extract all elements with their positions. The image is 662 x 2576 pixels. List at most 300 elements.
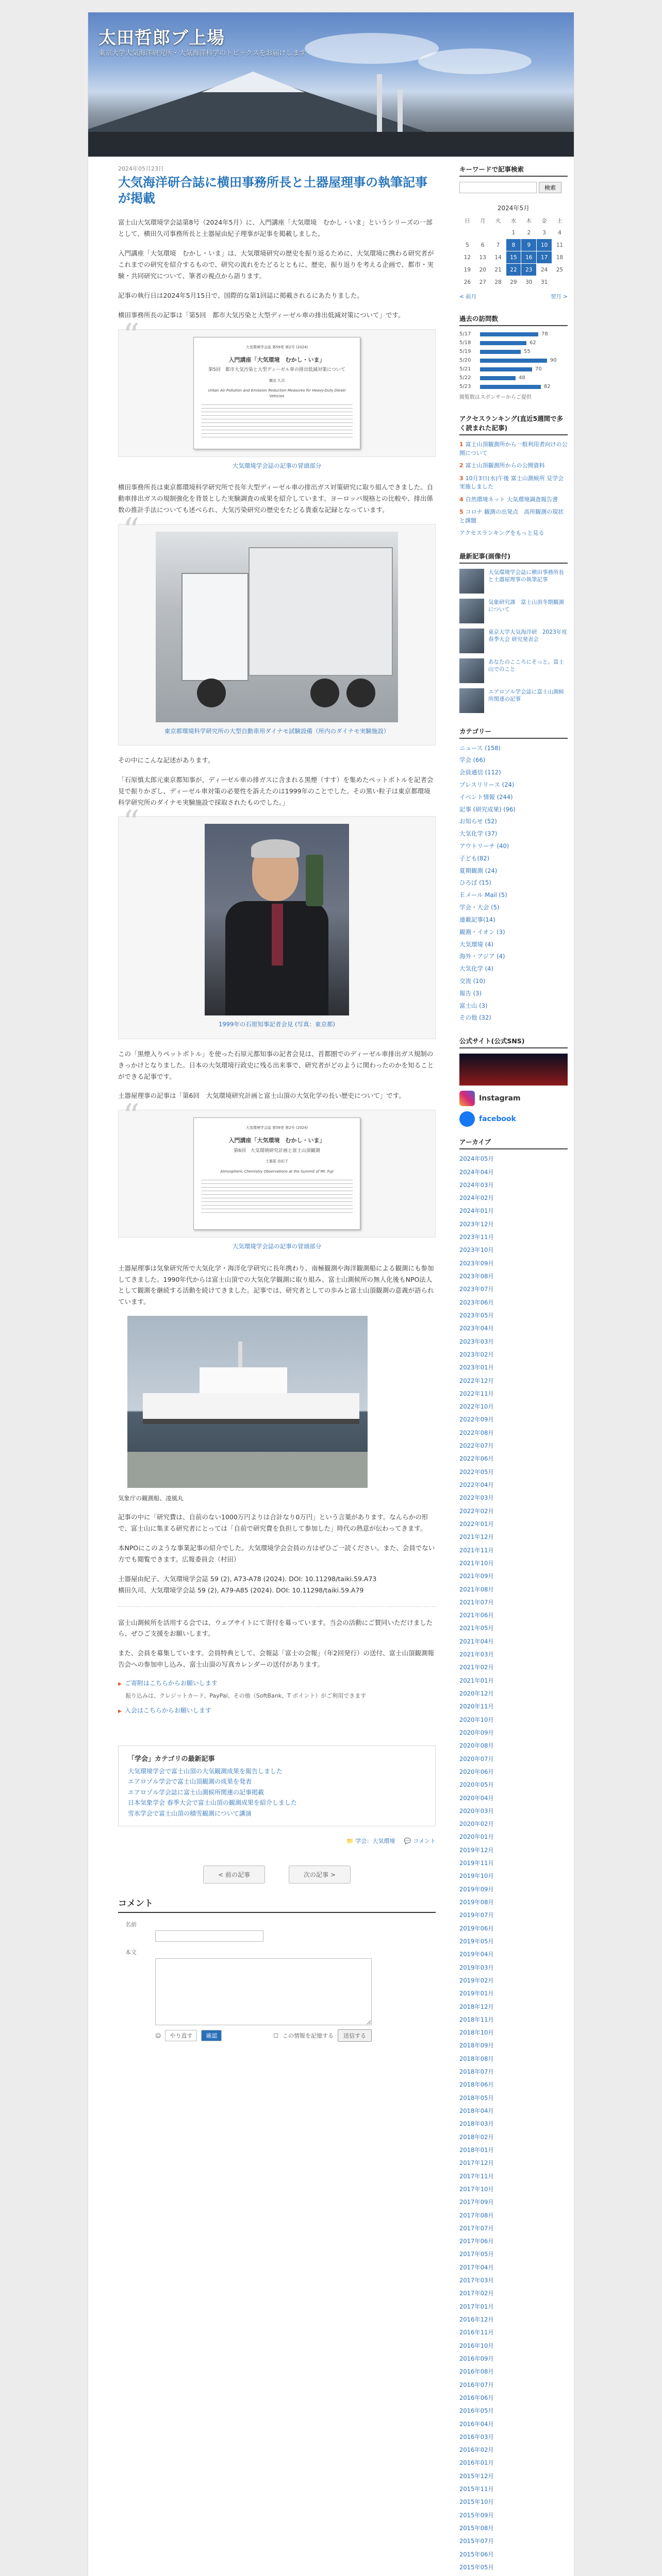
archive-item[interactable]: 2016年10月 <box>459 2342 494 2349</box>
archive-item[interactable]: 2016年11月 <box>459 2329 494 2336</box>
ranking-item[interactable] <box>459 508 568 525</box>
category-item[interactable]: 大気化学 (4) <box>459 965 493 973</box>
truck-photo-caption[interactable]: 東京都環境科学研究所の大型自動車用ダイナモ試験設備（所内のダイナモ実験施設） <box>164 727 390 735</box>
calendar-week <box>460 251 568 264</box>
document-page[interactable] <box>193 337 360 449</box>
archive-item[interactable]: 2021年07月 <box>459 1598 494 1606</box>
archive-item[interactable]: 2015年09月 <box>459 2511 494 2519</box>
archive-item[interactable]: 2015年06月 <box>459 2550 494 2558</box>
calendar-day[interactable]: 31 <box>537 276 552 289</box>
archive-item[interactable]: 2016年12月 <box>459 2316 494 2323</box>
comment-name-label: 名前 <box>125 1921 137 1928</box>
calendar-day[interactable]: 22 <box>506 264 521 276</box>
calendar-day[interactable]: 29 <box>506 276 521 289</box>
archive-item[interactable]: 2019年07月 <box>459 1911 494 1919</box>
recent-item-title: 東京大学大気海洋研 2023年度春季大会 研究発表会 <box>488 629 567 643</box>
calendar-day[interactable]: 10 <box>537 239 552 251</box>
archive-item[interactable]: 2023年10月 <box>459 1246 494 1254</box>
access-bar <box>480 376 516 380</box>
calendar-day[interactable]: 2 <box>521 227 537 239</box>
archive-item[interactable]: 2024年02月 <box>459 1194 494 1202</box>
calendar-week <box>460 227 568 239</box>
folder-icon: 📁 <box>346 1838 354 1845</box>
recent-item[interactable] <box>459 599 568 623</box>
access-bar-label: 5/17 <box>459 331 471 337</box>
comment-body-label: 本文 <box>125 1949 137 1956</box>
archive-item[interactable]: 2020年10月 <box>459 1716 494 1723</box>
ranking-heading: アクセスランキング(直近5週間で多く読まれた記事) <box>459 414 568 435</box>
archive-item[interactable]: 2019年04月 <box>459 1951 494 1958</box>
archive-item[interactable]: 2021年03月 <box>459 1651 494 1658</box>
truck-photo[interactable] <box>156 532 398 722</box>
ranking-item[interactable] <box>459 440 568 457</box>
document-author: 横田 久司 <box>269 378 285 383</box>
access-bar <box>480 359 547 363</box>
category-item[interactable]: お知らせ (52) <box>459 818 497 825</box>
category-latest-box <box>118 1745 436 1826</box>
archive-item[interactable]: 2018年07月 <box>459 2068 494 2076</box>
comment-submit-button[interactable]: 送信する <box>338 2029 372 2042</box>
archive-item[interactable]: 2022年02月 <box>459 1507 494 1515</box>
ranking-item[interactable] <box>459 462 568 470</box>
archive-item[interactable]: 2016年05月 <box>459 2407 494 2415</box>
archive-item[interactable]: 2018年10月 <box>459 2029 494 2037</box>
archive-item[interactable]: 2023年07月 <box>459 1285 494 1293</box>
archive-item[interactable]: 2019年12月 <box>459 1846 494 1854</box>
calendar-day[interactable]: 6 <box>475 239 490 251</box>
category-latest-item[interactable]: エアロゾル学会誌に富士山測候所関連の記事掲載 <box>128 1788 264 1796</box>
search-box <box>459 182 568 193</box>
archive-item[interactable]: 2021年01月 <box>459 1676 494 1684</box>
recent-item[interactable] <box>459 629 568 653</box>
archive-item[interactable]: 2019年09月 <box>459 1885 494 1893</box>
ranking-item-label: 10月3日(水)午後 富士山測候所 見学会 実施しました <box>459 474 564 490</box>
archive-item[interactable]: 2017年04月 <box>459 2263 494 2271</box>
calendar-day[interactable]: 27 <box>475 276 490 289</box>
archive-item[interactable]: 2022年03月 <box>459 1494 494 1502</box>
archive-item[interactable]: 2022年12月 <box>459 1377 494 1384</box>
archive-item[interactable]: 2016年06月 <box>459 2394 494 2401</box>
article-references: 土器屋由紀子、大気環境学会誌 59 (2), A73-A78 (2024). DOI: 10.11298/taiki.59.A73 横田久司、大気環境学会誌 59 (2), A79-A85 (2024). DOI: 10.11298/taiki.59.A79 <box>118 1574 377 1594</box>
comment-cancel-button[interactable]: やり直す <box>165 2030 197 2041</box>
calendar-day[interactable]: 13 <box>475 251 490 264</box>
ship-photo[interactable] <box>127 1316 368 1488</box>
archive-item[interactable]: 2022年05月 <box>459 1468 494 1476</box>
archive-item[interactable]: 2017年07月 <box>459 2224 494 2232</box>
comment-actions <box>155 2029 372 2042</box>
site-title[interactable]: 太田哲郎ブ上場 <box>98 28 225 48</box>
main-content <box>118 164 436 2042</box>
archive-item[interactable]: 2023年01月 <box>459 1364 494 1371</box>
payment-note: 振り込みは、クレジットカード、PayPal、その他（SoftBank、T ポイント）がご利用できます <box>125 1692 367 1700</box>
category-latest-item[interactable]: 大気環境学会で富士山頂の大気観測成果を報告しました <box>128 1768 283 1775</box>
ranking-item[interactable] <box>459 496 568 504</box>
archive-item[interactable]: 2018年08月 <box>459 2055 494 2062</box>
calendar-day[interactable]: 17 <box>537 251 552 264</box>
comment-body-textarea[interactable] <box>155 1958 372 2025</box>
document-title: 入門講座「大気環境 むかし・いま」 <box>228 356 325 363</box>
category-list <box>459 744 568 1023</box>
recent-thumbnail <box>459 569 484 594</box>
archive-item[interactable]: 2023年08月 <box>459 1273 494 1280</box>
archive-item[interactable]: 2023年03月 <box>459 1337 494 1345</box>
archive-item[interactable]: 2019年01月 <box>459 1990 494 1997</box>
instagram-link[interactable] <box>459 1091 568 1106</box>
archive-item[interactable]: 2021年06月 <box>459 1612 494 1619</box>
truck-cab <box>181 573 249 681</box>
calendar-day[interactable]: 15 <box>506 251 521 264</box>
article-date: 2024年05月23日 <box>118 165 164 172</box>
category-item[interactable]: その他 (32) <box>459 1014 491 1022</box>
calendar-day[interactable]: 8 <box>506 239 521 251</box>
next-article-button[interactable]: 次の記事 > <box>289 1866 351 1884</box>
recent-item-title: 気象研究課 富士山頂冬期観測について <box>488 599 564 613</box>
ranking-number: 4 <box>459 496 464 503</box>
archive-item[interactable]: 2021年05月 <box>459 1624 494 1632</box>
category-item[interactable]: ひろば (15) <box>459 879 491 887</box>
archive-item[interactable]: 2015年07月 <box>459 2537 494 2545</box>
archive-item[interactable]: 2023年12月 <box>459 1220 494 1228</box>
calendar-day[interactable]: 3 <box>537 227 552 239</box>
category-item[interactable]: ニュース (158) <box>459 744 501 752</box>
access-bar-value: 62 <box>529 340 536 346</box>
press-conference-photo[interactable] <box>205 824 349 1015</box>
search-button[interactable]: 検索 <box>539 182 561 193</box>
access-bar-value: 90 <box>550 358 557 363</box>
recent-heading: 最新記事(画像付) <box>459 551 568 564</box>
category-item[interactable]: 学会 (66) <box>459 756 486 764</box>
calendar-day <box>552 276 568 289</box>
archive-item[interactable]: 2024年05月 <box>459 1155 494 1163</box>
calendar-weekday: 土 <box>557 218 562 224</box>
calendar-day[interactable]: 18 <box>552 251 568 264</box>
header-mountain-snow <box>202 72 305 92</box>
category-latest-item[interactable]: エアロゾル学会で富士山頂観測の成果を発表 <box>128 1778 252 1786</box>
header-city <box>88 132 574 157</box>
access-bar-row <box>459 340 568 346</box>
archive-item[interactable]: 2017年03月 <box>459 2277 494 2284</box>
category-item[interactable]: 会員通信 (112) <box>459 769 501 776</box>
archive-item[interactable]: 2019年08月 <box>459 1899 494 1906</box>
calendar-day[interactable]: 19 <box>460 264 475 276</box>
archive-item[interactable]: 2019年06月 <box>459 1924 494 1932</box>
ranking-item-label: アクセスランキングをもっと見る <box>459 530 544 536</box>
access-bar-row <box>459 331 568 337</box>
category-latest-item[interactable]: 雪氷学会で富士山頂の積雪観測について講演 <box>128 1809 252 1817</box>
category-item[interactable]: Ｅメール Mail (5) <box>459 891 507 899</box>
calendar-day[interactable]: 28 <box>490 276 506 289</box>
archive-item[interactable]: 2015年12月 <box>459 2472 494 2480</box>
archive-item[interactable]: 2018年04月 <box>459 2107 494 2114</box>
ranking-item[interactable] <box>459 529 568 538</box>
recent-item[interactable] <box>459 688 568 713</box>
archive-item[interactable]: 2018年06月 <box>459 2081 494 2089</box>
calendar-next-link[interactable]: 翌月 > <box>550 294 568 300</box>
archive-item[interactable]: 2018年12月 <box>459 2003 494 2010</box>
access-bar-label: 5/23 <box>459 384 471 389</box>
access-bar-row <box>459 349 568 354</box>
archive-item[interactable]: 2024年04月 <box>459 1168 494 1176</box>
calendar-weekday: 月 <box>480 218 486 224</box>
category-item[interactable]: 交流 (10) <box>459 977 486 985</box>
comment-preview-button[interactable]: 確認 <box>201 2030 222 2041</box>
category-item[interactable]: 観測・イオン (3) <box>459 928 505 936</box>
archive-item[interactable]: 2018年01月 <box>459 2146 494 2154</box>
access-bar <box>480 385 541 389</box>
category-item[interactable]: 夏期観測 (24) <box>459 867 498 874</box>
archive-item[interactable]: 2019年10月 <box>459 1872 494 1880</box>
archive-item[interactable]: 2016年08月 <box>459 2368 494 2376</box>
search-input[interactable] <box>459 182 537 193</box>
archive-item[interactable]: 2017年01月 <box>459 2302 494 2310</box>
archive-item[interactable]: 2024年01月 <box>459 1207 494 1215</box>
category-item[interactable]: アウトリーチ (40) <box>459 842 509 850</box>
access-bar <box>480 350 521 354</box>
category-item[interactable]: 大気化学 (37) <box>459 830 498 838</box>
access-bar-value: 55 <box>524 349 531 354</box>
facebook-link[interactable] <box>459 1111 568 1127</box>
archive-item[interactable]: 2023年11月 <box>459 1233 494 1241</box>
facebook-icon <box>459 1111 475 1127</box>
document-subtitle: 第5回 都市大気汚染と大型ディーゼル車の排出低減対策について <box>208 367 345 373</box>
document-1-caption[interactable]: 大気環境学会誌の記事の冒頭部分 <box>232 462 322 469</box>
recent-thumbnail <box>459 629 484 653</box>
sns-heading: 公式サイト(公式SNS) <box>459 1036 568 1048</box>
archive-item[interactable]: 2022年06月 <box>459 1455 494 1463</box>
archive-item[interactable]: 2019年03月 <box>459 1963 494 1971</box>
archive-item[interactable]: 2017年09月 <box>459 2198 494 2206</box>
comment-name-input[interactable] <box>155 1930 263 1942</box>
ship-mast <box>238 1342 242 1370</box>
donation-paragraph: 富士山測候所を活用する会では、ウェブサイトにて寄付を募っています。当会の活動にご賛同いただけましたら、ぜひご支援をお願いします。 <box>118 1618 433 1638</box>
access-bar <box>480 367 532 371</box>
article-paragraph: 富士山大気環境学会誌第8号（2024年5月）に、入門講座「大気環境 むかし・いま」というシリーズの一部として、横田久司事務所長と土器屋由紀子理事が記事を掲載しました。 <box>118 218 433 238</box>
archive-item[interactable]: 2016年07月 <box>459 2381 494 2388</box>
archive-item[interactable]: 2021年08月 <box>459 1585 494 1593</box>
comment-form <box>118 1920 436 2042</box>
recent-thumbnail <box>459 599 484 623</box>
calendar-day[interactable]: 26 <box>460 276 475 289</box>
calendar-weekday: 金 <box>541 218 547 224</box>
archive-item[interactable]: 2020年09月 <box>459 1728 494 1736</box>
category-item[interactable]: 報告 (3) <box>459 989 482 997</box>
archive-item[interactable]: 2015年05月 <box>459 2563 494 2571</box>
archive-item[interactable]: 2018年03月 <box>459 2120 494 2128</box>
archive-item[interactable]: 2019年05月 <box>459 1937 494 1945</box>
category-item[interactable]: 海外・アジア (4) <box>459 953 505 960</box>
sns-banner[interactable] <box>459 1054 568 1086</box>
emoji-icon[interactable]: ☺ <box>155 2032 161 2039</box>
calendar-weekday: 火 <box>495 218 501 224</box>
access-bar-row <box>459 384 568 389</box>
person-photo-caption[interactable]: 1999年の石原知事記者会見 (写真：東京都) <box>219 1021 335 1028</box>
calendar-prev-link[interactable]: < 前月 <box>459 294 477 300</box>
document-2-caption[interactable]: 大気環境学会誌の記事の冒頭部分 <box>232 1243 322 1250</box>
archive-item[interactable]: 2016年04月 <box>459 2420 494 2428</box>
membership-link[interactable]: ▶ 入会はこちらからお願いします <box>118 1706 436 1715</box>
archive-item[interactable]: 2017年05月 <box>459 2250 494 2258</box>
ranking-item-label: 富士山頂観測所からの公開資料 <box>465 462 545 469</box>
archive-item[interactable]: 2021年04月 <box>459 1637 494 1645</box>
recent-item[interactable] <box>459 569 568 594</box>
calendar-day[interactable]: 25 <box>552 264 568 276</box>
archive-item[interactable]: 2017年11月 <box>459 2172 494 2180</box>
category-item[interactable]: 学会・大会 (5) <box>459 904 500 911</box>
archive-item[interactable]: 2023年09月 <box>459 1259 494 1267</box>
person-hair <box>251 839 300 858</box>
category-heading: カテゴリー <box>459 726 568 739</box>
recent-item[interactable] <box>459 658 568 683</box>
calendar-day[interactable]: 20 <box>475 264 490 276</box>
category-item[interactable]: イベント情報 (244) <box>459 793 513 801</box>
archive-item[interactable]: 2023年02月 <box>459 1350 494 1358</box>
category-item[interactable]: 記事 (研究成果) (96) <box>459 805 516 813</box>
calendar-day[interactable]: 23 <box>521 264 537 276</box>
archive-item[interactable]: 2020年02月 <box>459 1820 494 1828</box>
archive-item[interactable]: 2022年08月 <box>459 1429 494 1436</box>
calendar-day[interactable]: 14 <box>490 251 506 264</box>
header-chimney <box>377 74 382 136</box>
calendar-day[interactable]: 21 <box>490 264 506 276</box>
archive-item[interactable]: 2020年07月 <box>459 1755 494 1762</box>
ranking-list <box>459 440 568 538</box>
search-heading: キーワードで記事検索 <box>459 164 568 177</box>
archive-item[interactable]: 2015年10月 <box>459 2498 494 2506</box>
archive-item[interactable]: 2023年05月 <box>459 1311 494 1319</box>
calendar-day[interactable]: 1 <box>506 227 521 239</box>
archive-item[interactable]: 2021年10月 <box>459 1559 494 1567</box>
access-bar-value: 82 <box>544 384 551 389</box>
access-note: 閲覧数はスポンサーからご提供 <box>459 395 532 400</box>
article-paragraph: 記事の中に「研究費は、自前のない1000万円よりは合計なり0万円」という言葉があります。なんらかの形で、富士山に集まる研究者にとっては「自前で研究費を負担して参加した」時代の熱意が伝わってきます。 <box>118 1513 428 1533</box>
ranking-number: 5 <box>459 509 464 515</box>
ranking-number: 3 <box>459 474 464 482</box>
calendar-day[interactable]: 11 <box>552 239 568 251</box>
calendar-day[interactable]: 9 <box>521 239 537 251</box>
archive-item[interactable]: 2022年09月 <box>459 1416 494 1423</box>
article-paragraph: 記事の執行日は2024年5月15日で、国際的な第1回誌に掲載されるにあたりました。 <box>118 291 363 299</box>
ship-deck <box>200 1367 287 1396</box>
calendar-day[interactable]: 12 <box>460 251 475 264</box>
embedded-photo-truck <box>118 511 436 745</box>
archive-item[interactable]: 2022年11月 <box>459 1389 494 1397</box>
archive-item[interactable]: 2016年03月 <box>459 2433 494 2441</box>
calendar-day[interactable]: 30 <box>521 276 537 289</box>
archive-item[interactable]: 2021年09月 <box>459 1572 494 1580</box>
calendar-day[interactable]: 4 <box>552 227 568 239</box>
archive-item[interactable]: 2015年08月 <box>459 2524 494 2532</box>
ship-shore <box>127 1452 368 1488</box>
category-item[interactable]: 大気環境 (4) <box>459 940 493 948</box>
access-bar-row <box>459 375 568 381</box>
archive-item[interactable]: 2021年11月 <box>459 1546 494 1554</box>
category-item[interactable]: 連載記事(14) <box>459 916 495 923</box>
document-author: 土器屋 由紀子 <box>265 1159 289 1164</box>
category-item[interactable]: プレスリリース (24) <box>459 781 515 788</box>
archive-item[interactable]: 2016年09月 <box>459 2354 494 2362</box>
archive-item[interactable]: 2020年01月 <box>459 1833 494 1841</box>
archive-item[interactable]: 2016年02月 <box>459 2446 494 2454</box>
archive-item[interactable]: 2019年11月 <box>459 1859 494 1867</box>
article-paragraph: この「黒煙入りペットボトル」を使った石原元都知事の記者会見は、首都圏でのディーゼル車排出ガス規制のきっかけとなりました。日本の大気環境行政史に残る出来事で、研究者がどのように関わったのかを知ることができる記事です。 <box>118 1049 434 1080</box>
article-comments-link[interactable]: コメント <box>413 1838 436 1845</box>
article-title: 大気海洋研合誌に横田事務所長と土器屋理事の執筆記事が掲載 <box>118 175 427 206</box>
archive-item[interactable]: 2022年04月 <box>459 1481 494 1488</box>
archive-item[interactable]: 2020年12月 <box>459 1690 494 1697</box>
category-item[interactable]: 子ども(82) <box>459 854 490 862</box>
donation-link[interactable]: ▶ ご寄附はこちらからお願いします <box>118 1679 436 1687</box>
instagram-label: Instagram <box>479 1094 521 1103</box>
archive-item[interactable]: 2017年08月 <box>459 2211 494 2219</box>
calendar-day[interactable]: 16 <box>521 251 537 264</box>
article-quote-paragraph: 「石原慎太郎元東京都知事が、ディーゼル車の排ガスに含まれる黒煙（すす）を集めたペットボトルを記者会見で振りかざし、ディーゼル車対策の必要性を訴えたのは1999年のことでした。その黒い粒子は東京都環境科学研究所のダイナモ実験施設で採取されたものでした。」 <box>118 775 434 806</box>
remember-label: この情報を記憶する <box>283 2032 334 2040</box>
article-category-link[interactable]: 学会：大気環境 <box>355 1838 395 1845</box>
archive-item[interactable]: 2016年01月 <box>459 2459 494 2467</box>
prev-article-button[interactable]: < 前の記事 <box>203 1866 265 1884</box>
calendar-day[interactable]: 5 <box>460 239 475 251</box>
truck-wheel <box>197 679 226 707</box>
archive-item[interactable]: 2020年11月 <box>459 1703 494 1710</box>
comment-icon: 💬 <box>404 1838 411 1845</box>
category-latest-title: 「学会」カテゴリの最新記事 <box>128 1755 215 1764</box>
archive-item[interactable]: 2020年05月 <box>459 1781 494 1789</box>
calendar-day[interactable]: 24 <box>537 264 552 276</box>
archive-item[interactable]: 2020年06月 <box>459 1768 494 1775</box>
archive-item[interactable]: 2021年12月 <box>459 1533 494 1541</box>
calendar-day[interactable]: 7 <box>490 239 506 251</box>
archive-item[interactable]: 2024年03月 <box>459 1181 494 1189</box>
category-item[interactable]: 富士山 (3) <box>459 1002 488 1009</box>
archive-heading: アーカイブ <box>459 1137 568 1149</box>
access-bar-row <box>459 366 568 372</box>
embedded-document-2 <box>118 1097 436 1238</box>
archive-item[interactable]: 2023年04月 <box>459 1325 494 1332</box>
bottle-shape <box>306 855 323 906</box>
article-pagination <box>118 1866 436 1884</box>
ranking-item[interactable] <box>459 474 568 492</box>
archive-item[interactable]: 2021年02月 <box>459 1664 494 1671</box>
archive-item[interactable]: 2018年11月 <box>459 2015 494 2023</box>
archive-item[interactable]: 2017年10月 <box>459 2185 494 2193</box>
calendar-week <box>460 264 568 276</box>
archive-item[interactable]: 2020年03月 <box>459 1807 494 1815</box>
archive-item[interactable]: 2017年12月 <box>459 2159 494 2167</box>
archive-item[interactable]: 2020年04月 <box>459 1794 494 1802</box>
archive-item[interactable]: 2018年05月 <box>459 2094 494 2102</box>
category-latest-item[interactable]: 日本気象学会 春季大会で富士山頂の観測成果を紹介しました <box>128 1799 297 1807</box>
remember-checkbox[interactable]: ☐ <box>273 2032 278 2039</box>
embedded-photo-person <box>118 804 436 1039</box>
archive-item[interactable]: 2023年06月 <box>459 1298 494 1306</box>
archive-item[interactable]: 2018年09月 <box>459 2042 494 2049</box>
archive-item[interactable]: 2017年02月 <box>459 2290 494 2297</box>
archive-item[interactable]: 2017年06月 <box>459 2238 494 2245</box>
document-page[interactable] <box>193 1117 360 1230</box>
ranking-item-label: 自然環境ネット 大気環境調査報告書 <box>465 496 558 503</box>
archive-item[interactable]: 2020年08月 <box>459 1742 494 1750</box>
archive-item[interactable]: 2018年02月 <box>459 2133 494 2141</box>
archive-item[interactable]: 2015年11月 <box>459 2485 494 2493</box>
archive-item[interactable]: 2022年10月 <box>459 1403 494 1411</box>
archive-item[interactable]: 2022年07月 <box>459 1442 494 1450</box>
calendar-day <box>460 227 475 239</box>
ship-hull <box>143 1393 359 1424</box>
archive-item[interactable]: 2019年02月 <box>459 1976 494 1984</box>
archive-item[interactable]: 2022年01月 <box>459 1520 494 1528</box>
access-bar-value: 48 <box>519 375 525 381</box>
document-english-title: Atmospheric Chemistry Observations at the Summit of Mt. Fuji <box>220 1169 334 1174</box>
